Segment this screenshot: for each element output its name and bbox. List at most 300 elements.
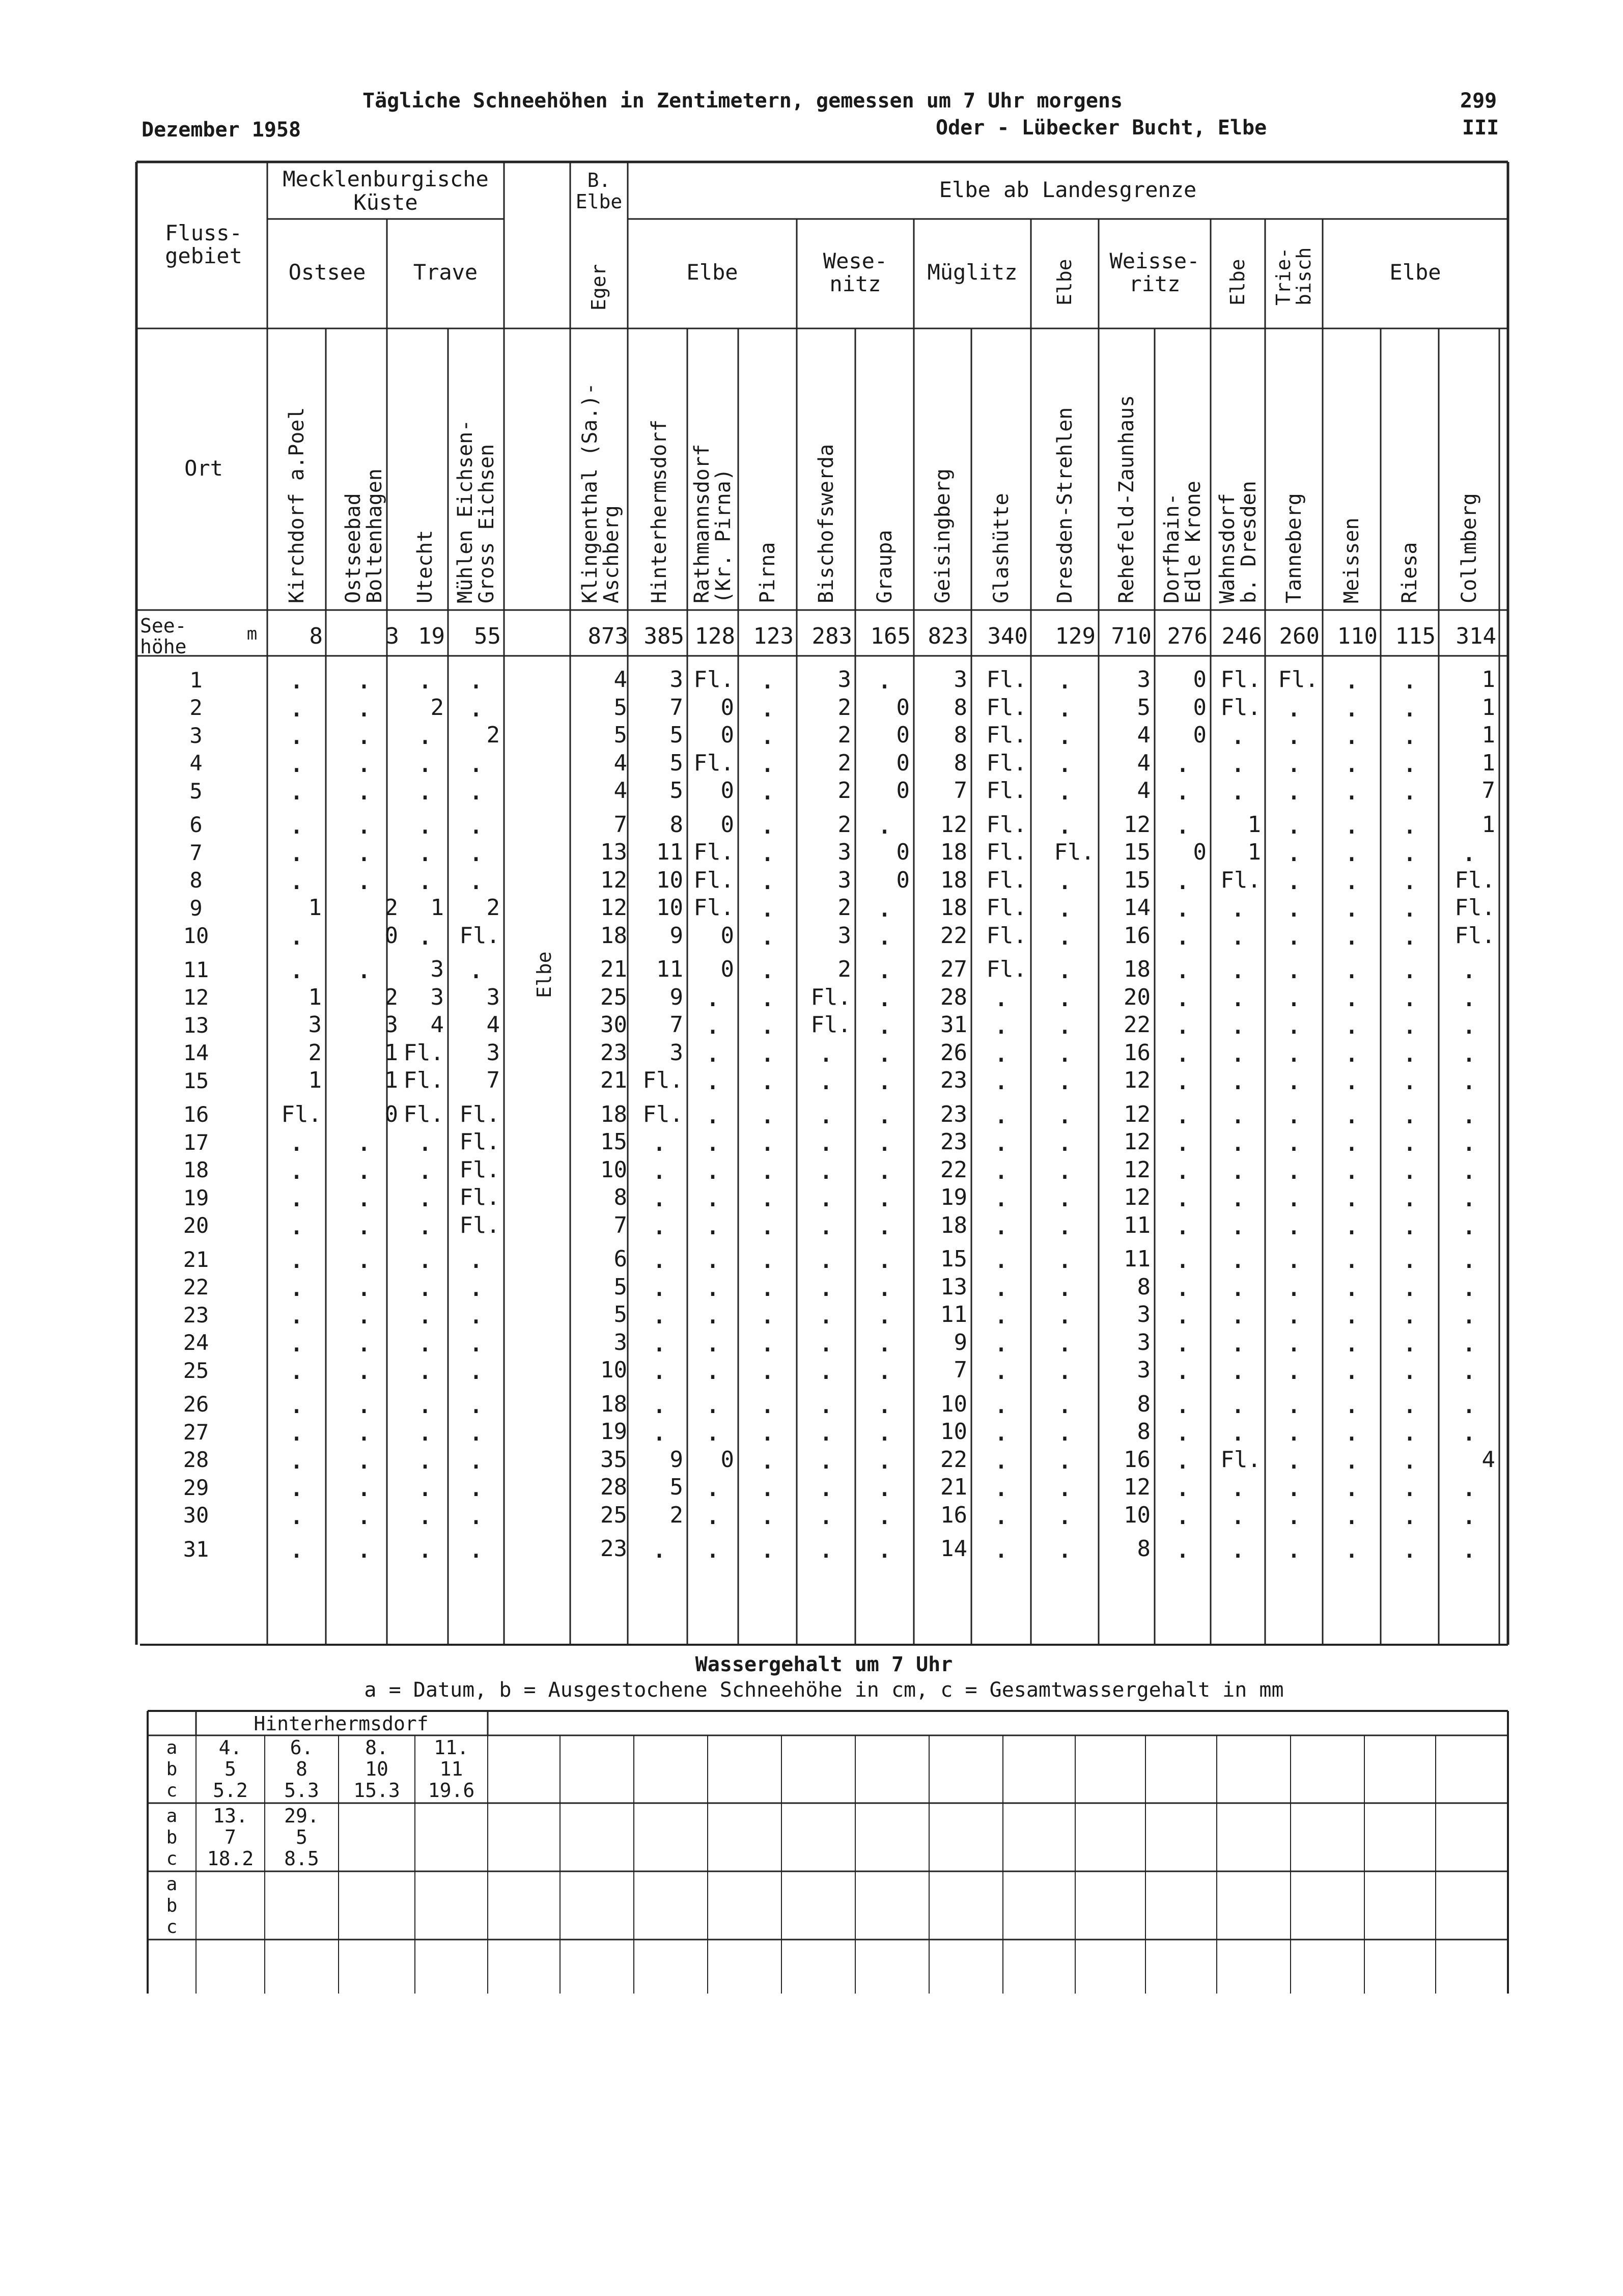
- day-label-30: 30: [183, 1503, 209, 1528]
- snow-cell: 7: [1481, 778, 1495, 804]
- snow-cell: .: [1056, 1244, 1073, 1275]
- snow-cell: 0: [896, 778, 910, 804]
- snow-cell: 14: [1124, 895, 1151, 921]
- snow-cell: 5: [669, 722, 683, 749]
- snow-cell: .: [1056, 1154, 1073, 1185]
- snow-cell: .: [356, 748, 372, 779]
- snow-cell: 3: [1137, 1357, 1151, 1384]
- snow-cell: .: [1285, 1299, 1302, 1331]
- snow-cell: .: [1402, 1472, 1418, 1503]
- snow-cell: 2: [837, 778, 851, 804]
- snow-cell: 3: [837, 839, 851, 866]
- snow-cell: .: [1229, 1010, 1246, 1041]
- snow-cell: .: [1344, 1099, 1360, 1130]
- snow-cell: .: [651, 1127, 667, 1158]
- snow-cell: .: [1285, 1389, 1302, 1420]
- snow-cell: .: [1229, 1327, 1246, 1358]
- snow-cell: .: [1402, 1099, 1418, 1130]
- snow-cell: 3: [1137, 1329, 1151, 1356]
- snow-cell: 12: [600, 895, 627, 921]
- snow-cell: .: [1056, 1010, 1073, 1041]
- snow-cell: Fl.: [1454, 922, 1495, 949]
- station-elevation-10: 823: [928, 623, 968, 650]
- snow-cell: .: [1229, 1417, 1246, 1448]
- snow-cell: .: [1056, 720, 1073, 751]
- snow-cell: .: [288, 1355, 305, 1386]
- day-label-31: 31: [183, 1536, 209, 1562]
- snow-cell: .: [356, 1271, 372, 1303]
- snow-cell: .: [818, 1417, 834, 1448]
- snow-cell: .: [1056, 776, 1073, 807]
- snow-cell: 15: [600, 1129, 627, 1155]
- snow-cell: Fl.: [642, 1067, 683, 1094]
- water-cell: 11: [439, 1758, 463, 1781]
- elbe-group-label: Elbe: [1053, 259, 1076, 306]
- snow-cell: 13: [940, 1274, 967, 1300]
- snow-cell: .: [1285, 1099, 1302, 1130]
- snow-cell: .: [1402, 920, 1418, 951]
- water-cell: 19.6: [428, 1779, 475, 1802]
- snow-cell: .: [417, 1534, 433, 1565]
- day-label-13: 13: [183, 1012, 209, 1038]
- snow-cell: .: [1229, 1099, 1246, 1130]
- water-cell: 10: [365, 1758, 388, 1781]
- snow-cell: .: [1461, 982, 1477, 1013]
- snow-cell: 8: [954, 750, 967, 776]
- water-row-label: b: [166, 1758, 178, 1780]
- snow-cell: .: [1285, 720, 1302, 751]
- snow-cell: Fl.: [986, 694, 1027, 721]
- snow-cell: .: [468, 776, 484, 807]
- snow-cell: .: [651, 1154, 667, 1185]
- snow-cell: .: [468, 954, 484, 985]
- snow-cell: 18: [940, 1212, 967, 1238]
- elbe-group-label: Elbe: [686, 260, 738, 285]
- snow-cell: .: [1402, 1154, 1418, 1185]
- snow-cell: .: [1229, 920, 1246, 951]
- snow-cell: .: [1461, 1037, 1477, 1068]
- snow-cell: .: [1285, 1500, 1302, 1531]
- snow-cell: .: [759, 1299, 776, 1331]
- snow-cell: .: [705, 1099, 721, 1130]
- snow-cell: .: [1402, 1244, 1418, 1275]
- snow-cell: .: [876, 665, 893, 696]
- snow-cell: .: [356, 1500, 372, 1531]
- snow-cell: 5: [669, 750, 683, 776]
- snow-cell: .: [876, 809, 893, 840]
- snow-cell: .: [1461, 1389, 1477, 1420]
- station-name-16: Tanneberg: [1282, 493, 1306, 603]
- snow-cell: .: [468, 1534, 484, 1565]
- snow-cell: .: [759, 748, 776, 779]
- snow-cell: 8: [1137, 1391, 1151, 1417]
- snow-cell: 7: [613, 811, 627, 838]
- snow-cell: .: [993, 1271, 1010, 1303]
- snow-cell: 7: [486, 1067, 500, 1094]
- snow-cell: .: [759, 1534, 776, 1565]
- snow-cell: .: [705, 1127, 721, 1158]
- snow-cell: 14: [940, 1536, 967, 1562]
- day-label-20: 20: [183, 1213, 209, 1238]
- snow-cell: .: [1344, 920, 1360, 951]
- snow-cell: .: [288, 1271, 305, 1303]
- snow-cell: .: [1285, 1127, 1302, 1158]
- station-elevation-7: 123: [753, 623, 794, 650]
- day-label-14: 14: [183, 1040, 209, 1066]
- snow-cell: 2: [384, 984, 398, 1010]
- snow-cell: .: [356, 1127, 372, 1158]
- snow-cell: 2: [837, 895, 851, 921]
- day-label-24: 24: [183, 1330, 209, 1356]
- snow-cell: .: [876, 1444, 893, 1475]
- snow-cell: .: [1056, 1355, 1073, 1386]
- snow-cell: .: [651, 1271, 667, 1303]
- snow-cell: Fl.: [459, 1156, 500, 1183]
- snow-cell: .: [1344, 1327, 1360, 1358]
- snow-cell: .: [1402, 1065, 1418, 1096]
- snow-cell: .: [1402, 1127, 1418, 1158]
- snow-cell: .: [468, 1500, 484, 1531]
- snow-cell: 3: [669, 667, 683, 693]
- b-elbe-label: B. Elbe: [575, 169, 623, 213]
- snow-cell: 8: [1137, 1274, 1151, 1300]
- snow-cell: .: [288, 920, 305, 951]
- snow-cell: .: [818, 1534, 834, 1565]
- snow-cell: .: [1461, 837, 1477, 868]
- snow-cell: .: [993, 1010, 1010, 1041]
- snow-cell: .: [468, 1355, 484, 1386]
- snow-cell: Fl.: [810, 1012, 851, 1038]
- snow-cell: .: [1461, 1065, 1477, 1096]
- elbe-landesgrenze-label: Elbe ab Landesgrenze: [939, 177, 1197, 203]
- snow-cell: .: [1229, 1244, 1246, 1275]
- snow-cell: .: [288, 1127, 305, 1158]
- snow-cell: .: [818, 1327, 834, 1358]
- snow-cell: .: [288, 1444, 305, 1475]
- snow-cell: Fl.: [1220, 1446, 1261, 1473]
- snow-cell: .: [1402, 1010, 1418, 1041]
- snow-cell: .: [417, 665, 433, 696]
- snow-cell: 16: [1124, 922, 1151, 949]
- snow-cell: 9: [669, 984, 683, 1010]
- snow-cell: .: [417, 1472, 433, 1503]
- snow-cell: .: [1344, 1472, 1360, 1503]
- snow-cell: .: [1056, 665, 1073, 696]
- water-cell: 11.: [434, 1736, 469, 1759]
- snow-cell: .: [1285, 748, 1302, 779]
- station-name-6: Rathmannsdorf (Kr. Pirna): [690, 444, 735, 603]
- station-name-12: Dresden-Strehlen: [1053, 407, 1077, 603]
- snow-cell: 10: [656, 895, 683, 921]
- water-content-legend: a = Datum, b = Ausgestochene Schneehöhe in cm, c = Gesamtwassergehalt in mm: [364, 1678, 1284, 1702]
- snow-cell: 9: [669, 1446, 683, 1473]
- snow-cell: .: [993, 1355, 1010, 1386]
- snow-cell: .: [1229, 1037, 1246, 1068]
- snow-cell: .: [1402, 665, 1418, 696]
- water-row-label: b: [166, 1895, 178, 1916]
- snow-cell: Fl.: [986, 922, 1027, 949]
- snow-cell: .: [468, 748, 484, 779]
- snow-cell: 12: [1124, 1129, 1151, 1155]
- snow-cell: .: [468, 1472, 484, 1503]
- seehoehe-label: See- höhe: [140, 614, 187, 658]
- snow-cell: 5: [1137, 694, 1151, 721]
- snow-cell: .: [1174, 893, 1191, 924]
- snow-cell: 8: [954, 694, 967, 721]
- snow-cell: .: [1344, 954, 1360, 985]
- snow-cell: .: [1174, 1271, 1191, 1303]
- snow-cell: .: [759, 1244, 776, 1275]
- snow-cell: Fl.: [459, 922, 500, 949]
- snow-cell: .: [288, 776, 305, 807]
- snow-cell: 10: [656, 867, 683, 893]
- water-cell: [265, 1917, 339, 1938]
- snow-cell: 4: [430, 1012, 444, 1038]
- snow-cell: .: [1174, 1327, 1191, 1358]
- snow-cell: .: [759, 1065, 776, 1096]
- snow-cell: .: [468, 1327, 484, 1358]
- snow-cell: 10: [1124, 1502, 1151, 1528]
- snow-cell: 12: [1124, 811, 1151, 838]
- snow-cell: .: [468, 1444, 484, 1475]
- water-cell: 8.5: [284, 1847, 319, 1870]
- snow-cell: .: [993, 1037, 1010, 1068]
- snow-cell: .: [288, 837, 305, 868]
- snow-cell: 3: [430, 956, 444, 983]
- station-name-19: Collmberg: [1457, 493, 1481, 603]
- snow-cell: .: [1229, 1065, 1246, 1096]
- snow-cell: .: [356, 776, 372, 807]
- snow-cell: .: [288, 1182, 305, 1213]
- snow-cell: .: [1344, 1355, 1360, 1386]
- snow-cell: 0: [896, 839, 910, 866]
- snow-cell: .: [1056, 865, 1073, 896]
- day-label-8: 8: [189, 868, 203, 893]
- snow-cell: .: [1344, 1210, 1360, 1241]
- snow-cell: .: [1402, 1355, 1418, 1386]
- snow-cell: .: [759, 1154, 776, 1185]
- snow-cell: 1: [308, 984, 322, 1010]
- snow-cell: .: [1229, 748, 1246, 779]
- snow-cell: .: [876, 1355, 893, 1386]
- snow-cell: .: [417, 809, 433, 840]
- snow-cell: 4: [1137, 750, 1151, 776]
- snow-cell: .: [1056, 1500, 1073, 1531]
- snow-cell: .: [705, 1210, 721, 1241]
- page-title: Tägliche Schneehöhen in Zentimetern, gemessen um 7 Uhr morgens: [362, 89, 1123, 113]
- snow-cell: .: [1344, 1127, 1360, 1158]
- snow-cell: 22: [940, 922, 967, 949]
- snow-cell: .: [759, 776, 776, 807]
- snow-cell: 16: [1124, 1039, 1151, 1066]
- snow-cell: .: [417, 1417, 433, 1448]
- snow-cell: .: [288, 665, 305, 696]
- water-cell: [339, 1917, 415, 1938]
- snow-cell: 12: [1124, 1067, 1151, 1094]
- day-label-1: 1: [189, 667, 203, 693]
- snow-cell: 3: [669, 1039, 683, 1066]
- snow-cell: .: [356, 1472, 372, 1503]
- elbe-group-label: Elbe: [1226, 259, 1249, 306]
- day-label-23: 23: [183, 1302, 209, 1327]
- snow-cell: .: [1344, 1244, 1360, 1275]
- snow-cell: .: [1344, 1444, 1360, 1475]
- day-label-28: 28: [183, 1447, 209, 1473]
- snow-cell: Fl.: [986, 839, 1027, 866]
- water-cell: [415, 1895, 488, 1917]
- water-row-label: a: [166, 1737, 178, 1758]
- station-name-2: Utecht: [413, 530, 437, 603]
- snow-cell: .: [1285, 982, 1302, 1013]
- snow-cell: 0: [720, 694, 734, 721]
- month-label: Dezember 1958: [142, 118, 301, 142]
- snow-cell: .: [1229, 1210, 1246, 1241]
- snow-cell: .: [876, 1010, 893, 1041]
- snow-cell: .: [1174, 1355, 1191, 1386]
- snow-cell: .: [417, 776, 433, 807]
- snow-cell: .: [876, 1065, 893, 1096]
- station-name-17: Meissen: [1340, 517, 1363, 603]
- snow-cell: Fl.: [1278, 667, 1319, 693]
- snow-cell: 2: [486, 895, 500, 921]
- snow-cell: .: [993, 1417, 1010, 1448]
- snow-cell: .: [1056, 982, 1073, 1013]
- snow-cell: .: [705, 1500, 721, 1531]
- snow-cell: .: [876, 982, 893, 1013]
- station-name-7: Pirna: [755, 542, 779, 603]
- snow-cell: .: [288, 954, 305, 985]
- snow-cell: .: [1402, 1037, 1418, 1068]
- station-name-0: Kirchdorf a.Poel: [285, 407, 309, 603]
- snow-cell: .: [1056, 1037, 1073, 1068]
- snow-cell: .: [759, 920, 776, 951]
- snow-cell: 0: [384, 922, 398, 949]
- snow-cell: .: [1344, 1389, 1360, 1420]
- snow-cell: .: [1285, 865, 1302, 896]
- day-label-2: 2: [189, 695, 203, 721]
- snow-cell: .: [876, 1389, 893, 1420]
- snow-cell: .: [759, 982, 776, 1013]
- snow-cell: 1: [1481, 722, 1495, 749]
- snow-cell: .: [705, 1417, 721, 1448]
- snow-cell: .: [1229, 982, 1246, 1013]
- snow-cell: 22: [940, 1156, 967, 1183]
- snow-cell: 11: [656, 956, 683, 983]
- snow-cell: .: [1402, 837, 1418, 868]
- snow-cell: 3: [486, 1039, 500, 1066]
- snow-cell: Fl.: [642, 1101, 683, 1127]
- snow-cell: 26: [940, 1039, 967, 1066]
- snow-cell: .: [818, 1037, 834, 1068]
- eger-label: Eger: [587, 264, 610, 311]
- snow-cell: .: [1056, 920, 1073, 951]
- snow-cell: .: [818, 1355, 834, 1386]
- snow-cell: .: [1056, 748, 1073, 779]
- snow-cell: 0: [896, 750, 910, 776]
- snow-cell: .: [876, 1417, 893, 1448]
- snow-cell: .: [1344, 1154, 1360, 1185]
- snow-cell: 3: [837, 867, 851, 893]
- station-elevation-2: 19: [418, 623, 445, 650]
- snow-cell: 8: [1137, 1419, 1151, 1445]
- snow-cell: .: [759, 1444, 776, 1475]
- snow-cell: .: [1285, 1534, 1302, 1565]
- snow-cell: 3: [1137, 667, 1151, 693]
- snow-cell: .: [1174, 1417, 1191, 1448]
- station-elevation-3: 55: [474, 623, 501, 650]
- snow-cell: .: [1461, 1010, 1477, 1041]
- snow-cell: .: [993, 1065, 1010, 1096]
- snow-cell: .: [1056, 1444, 1073, 1475]
- water-row-label: c: [166, 1780, 178, 1801]
- snow-cell: 30: [600, 1012, 627, 1038]
- snow-cell: .: [705, 1271, 721, 1303]
- snow-cell: .: [417, 1327, 433, 1358]
- snow-cell: 31: [940, 1012, 967, 1038]
- day-label-3: 3: [189, 723, 203, 748]
- station-name-9: Graupa: [873, 530, 897, 603]
- snow-cell: .: [417, 837, 433, 868]
- snow-cell: .: [356, 1210, 372, 1241]
- snow-cell: 23: [940, 1101, 967, 1127]
- snow-cell: .: [759, 865, 776, 896]
- snow-cell: .: [1056, 1182, 1073, 1213]
- snow-cell: 2: [430, 694, 444, 721]
- snow-cell: .: [759, 1127, 776, 1158]
- snow-cell: .: [876, 1154, 893, 1185]
- snow-cell: .: [1229, 1355, 1246, 1386]
- station-name-13: Rehefeld-Zaunhaus: [1115, 395, 1138, 603]
- snow-cell: .: [356, 837, 372, 868]
- ostsee-label: Ostsee: [288, 260, 366, 285]
- snow-cell: .: [1056, 1389, 1073, 1420]
- snow-cell: .: [651, 1355, 667, 1386]
- snow-cell: .: [1285, 837, 1302, 868]
- snow-cell: Fl.: [1220, 694, 1261, 721]
- snow-cell: .: [705, 1182, 721, 1213]
- snow-cell: .: [1285, 1355, 1302, 1386]
- snow-cell: .: [1461, 1154, 1477, 1185]
- snow-cell: 1: [1481, 694, 1495, 721]
- snow-cell: .: [1229, 1299, 1246, 1331]
- snow-cell: 8: [613, 1184, 627, 1211]
- snow-cell: 8: [1137, 1536, 1151, 1562]
- station-elevation-19: 314: [1456, 623, 1496, 650]
- snow-cell: .: [759, 665, 776, 696]
- snow-cell: 6: [613, 1246, 627, 1273]
- snow-cell: 0: [384, 1101, 398, 1127]
- snow-cell: .: [468, 865, 484, 896]
- snow-cell: .: [818, 1099, 834, 1130]
- snow-cell: .: [876, 1244, 893, 1275]
- snow-cell: .: [1285, 1417, 1302, 1448]
- snow-cell: 0: [1193, 667, 1207, 693]
- snow-cell: .: [993, 1472, 1010, 1503]
- snow-cell: .: [876, 1500, 893, 1531]
- snow-cell: .: [1229, 1182, 1246, 1213]
- snow-cell: 2: [837, 750, 851, 776]
- snow-cell: .: [1344, 893, 1360, 924]
- water-cell: [265, 1895, 339, 1917]
- snow-cell: .: [1285, 809, 1302, 840]
- snow-cell: .: [1402, 720, 1418, 751]
- snow-cell: .: [1402, 1210, 1418, 1241]
- snow-cell: 1: [308, 1067, 322, 1094]
- page-number: 299: [1460, 89, 1497, 113]
- snow-cell: .: [759, 1037, 776, 1068]
- snow-cell: .: [1344, 748, 1360, 779]
- snow-cell: .: [1174, 748, 1191, 779]
